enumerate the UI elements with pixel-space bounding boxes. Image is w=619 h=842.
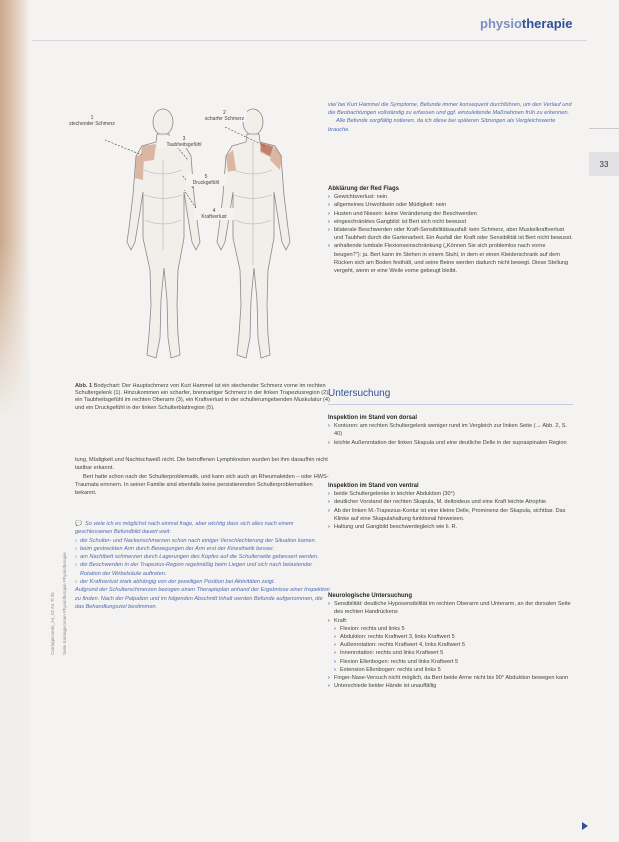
neuro-subitem: › Flexion Ellenbogen: rechts und links Kraftwert 5 <box>334 658 573 666</box>
note-intro: So viele ich es möglichst nach einmal frage, aber wichtig dass sich alles nach einem geschlossenen Befundbild dauert weit: <box>75 521 294 536</box>
header-rule <box>32 40 587 41</box>
red-flags-heading: Abklärung der Red Flags <box>328 186 400 192</box>
red-flags-list <box>328 193 573 275</box>
margin-note-2: Seite Karriagecomm Physiotherapie Physiotherapie <box>62 552 67 655</box>
neuro-item: › Sensibilität: deutliche Hyposensibilität im rechten Oberarm und Unterarm, an der dorsalen Seite des rechten Handrückens <box>328 600 573 616</box>
note-item: › die Schulter- und Nackenschmerzen schon nach einiger Verschlechterung der Situation kamen. <box>75 537 330 545</box>
page-edge-shadow <box>0 0 30 842</box>
inspection-ventral-item: › deutlicher Vorstand der rechten Skapula, M. deltoideus und eine Kraft leichte Atrophie <box>328 498 573 506</box>
inspection-ventral-heading: Inspektion im Stand von ventral <box>328 483 419 489</box>
inspection-dorsal-item: › Konturen: am rechten Schultergelenk weniger rund im Vergleich zur linken Seite (→ Abb. 2, S. 40) <box>328 422 573 438</box>
inspection-ventral-section <box>328 482 573 531</box>
left-paragraph-1: tung, Müdigkeit und Nachtschweiß nicht. Die betroffenen Lymphknoten wurden bei ihm daraufhin nicht tastbar erkannt. <box>75 457 328 472</box>
label-number-4: 4 <box>212 208 216 214</box>
label-number-5: 5 <box>204 174 208 180</box>
neuro-item: › Finger-Nase-Versuch nicht möglich, da Bert beide Arme nicht bis 90° Abduktion bewegen kann <box>328 674 573 682</box>
inspection-dorsal-heading: Inspektion im Stand von dorsal <box>328 415 418 421</box>
label-pressure <box>186 174 226 186</box>
tab-rule <box>589 128 619 129</box>
label-text-1: stechender Schmerz <box>69 121 115 127</box>
right-note-paragraph-1: viel bei Kurt Hammel die Symptome, Befunde immer konsequent durchführen, um den Verlauf und die Beobachtungen vollständig zu erfassen und ggf. einzuleitende Maßnahmen früh zu erkennen. <box>328 102 572 117</box>
inspection-dorsal-item: › leichte Außenrotation der linken Skapula und eine deutliche Delle in der supraspinalen Region <box>328 439 573 447</box>
journal-header <box>480 16 572 31</box>
bodychart-figure <box>60 100 325 375</box>
label-text-2: scharfer Schmerz <box>204 116 245 122</box>
red-flags-section <box>328 185 573 275</box>
note-outro: Aufgrund der Schulterschmerzen bezogen einen Therapieplan anhand der Ergebnisse einer Inspektion zu finden. Nach der Palpation und im folgenden Abschnitt Inhalt werden Befunde aufgenommen, die das Behandlungsziel bestimmen. <box>75 587 330 610</box>
label-weakness <box>194 208 234 220</box>
inspection-dorsal-list <box>328 422 573 447</box>
neuro-subitem: › Flexion: rechts und links 5 <box>334 625 573 633</box>
red-flag-item: › bilaterale Beschwerden oder Kraft-Sensibilitätsausfall: kein Schmerz, aber Muskelkraftverlust und Taubheit durch die Gartenarbeit. Ein Ausfall der Kraft oder Sensibilität ist Bert nicht bewusst. <box>328 226 573 242</box>
inspection-ventral-item: › beide Schultergelenke in leichter Abduktion (30°) <box>328 490 573 498</box>
note-item: › die Beschwerden in der Trapezius-Region regelmäßig beim Liegen und sich nach belastender Rotation der Wirbelsäule auftreten. <box>75 561 330 578</box>
label-number-1: 1 <box>90 115 94 121</box>
neuro-list <box>328 600 573 690</box>
inspection-ventral-list <box>328 490 573 531</box>
label-text-4: Kraftverlust <box>201 214 227 220</box>
caption-text: Bodychart: Der Hauptschmerz von Kurt Hammel ist ein stechender Schmerz vorne im rechten Schultergelenk (1). Hinzukommen ein scharfer, brennartiger Schmerz in der linken Trapeziusregion (2), ein Taubheitsgefühl im rechten Oberarm (3), ein Kraftverlust in der schulterumgebenden Muskulatur (4) und ein Druckgefühl in der linken Schulterblattregion (5). <box>75 383 330 411</box>
label-number-3: 3 <box>182 136 186 142</box>
therapist-note-left <box>75 520 330 611</box>
continue-arrow-icon <box>582 822 588 830</box>
label-sharp-pain <box>202 110 247 122</box>
label-number-2: 2 <box>223 110 226 116</box>
inspection-ventral-item: › Haltung und Gangbild beschwerdegleich wie li. R. <box>328 523 573 531</box>
label-stabbing-pain <box>68 115 116 127</box>
right-note-paragraph-2: Alle Befunde sorgfältig notieren, da ich diese bei späteren Sitzungen als Vergleichswerte brauche. <box>328 118 556 133</box>
neuro-heading: Neurologische Untersuchung <box>328 593 413 599</box>
left-paragraph-2: Bert hatte schon nach der Schulterproblematik, und kann sich auch an Rheumaleiden – oder HWS-Traumata erinnern. In seiner Familie sind ebenfalls keine persistierenden Schulterproblematiken bekannt. <box>75 473 329 497</box>
note-item: › der Kraftverlust stark abhängig von der jeweiligen Position bei Aktivitäten zeigt. <box>75 578 330 586</box>
label-numbness <box>158 136 210 148</box>
left-body-text <box>75 456 330 497</box>
note-item: › beim gestreckten Arm durch Bewegungen der Arm erst der Kinesthetik besser. <box>75 545 330 553</box>
red-flag-item: › Gewichtsverlust: nein <box>328 193 573 201</box>
neuro-subitem: › Extension Ellenbogen: rechts und links 5 <box>334 666 573 674</box>
label-text-3: Taubheitsgefühl <box>166 142 202 148</box>
page-number-tab: 33 <box>589 152 619 176</box>
red-flag-item: › anhaltende lumbale Flexionseinschränkung („Können Sie sich problemlos nach vorne beugen?"): ja. Bert kann im Stehen in einem Stuhl, in dem er einen Kleiderschrank auf dem Rücken sich am Boden festhält, und seine Beine werden dadurch nicht bewegt. Diese Stellung vergeht, wenn er eine Weile vorne gebeugt bleibt. <box>328 242 573 275</box>
red-flag-item: › Husten und Niesen: keine Veränderung der Beschwerden <box>328 210 573 218</box>
therapist-note-right <box>328 101 573 134</box>
neuro-section <box>328 592 573 690</box>
brand-bold: therapie <box>521 16 573 31</box>
speech-bubble-icon: 💬 <box>75 521 82 527</box>
neuro-item: › Kraft: <box>328 617 573 625</box>
inspection-ventral-item: › Ab der linken M.-Trapezius-Kontur ist eine kleine Delle, Prominenz der Skapula, sichtbar. Das Klinke auf eine Skapulahaltung funktional hinweisen. <box>328 507 573 523</box>
margin-note-1: Carriagecomm_A4_02 A4 Tl 35 <box>50 592 55 655</box>
caption-label: Abb. 1 <box>75 383 93 389</box>
section-heading: Untersuchung <box>328 388 391 399</box>
inspection-dorsal-section <box>328 414 573 447</box>
neuro-subitem: › Innenrotation: rechts und links Kraftwert 5 <box>334 649 573 657</box>
neuro-item: › Unterschiede beider Hände ist unauffällig <box>328 682 573 690</box>
label-text-5: Druckgefühl <box>192 180 220 186</box>
neuro-subitem: › Abduktion: rechts Kraftwert 3, links Kraftwert 5 <box>334 633 573 641</box>
figure-caption <box>75 383 330 412</box>
red-flag-item: › eingeschränktes Gangbild: ist Bert sich nicht bewusst <box>328 218 573 226</box>
neuro-subitem: › Außenrotation: rechts Kraftwert 4, links Kraftwert 5 <box>334 641 573 649</box>
red-flag-item: › allgemeines Unwohlsein oder Müdigkeit: nein <box>328 201 573 209</box>
note-list <box>75 537 330 587</box>
note-item: › am Nachtbett schmerzen durch Lagerungen des Kopfes auf die Schulterseite gebessert werden. <box>75 553 330 561</box>
section-rule <box>328 404 573 405</box>
brand-light: physio <box>480 16 522 31</box>
